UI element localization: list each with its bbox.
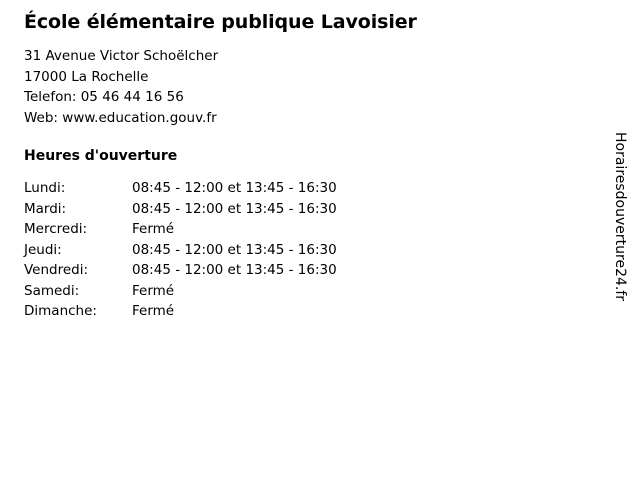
table-row <box>24 281 432 302</box>
day-label: Lundi: <box>24 180 66 196</box>
main-content <box>24 8 584 322</box>
table-row <box>24 178 432 199</box>
vertical-brand-watermark: Horairesdouverture24.fr <box>612 132 628 302</box>
day-hours: 08:45 - 12:00 et 13:45 - 16:30 <box>132 180 337 196</box>
day-label: Mercredi: <box>24 221 88 237</box>
day-hours: 08:45 - 12:00 et 13:45 - 16:30 <box>132 262 337 278</box>
opening-hours-table <box>24 178 432 322</box>
table-row <box>24 240 432 261</box>
website-line: Web: www.education.gouv.fr <box>24 109 217 126</box>
day-hours: Fermé <box>132 221 175 237</box>
day-label: Samedi: <box>24 282 80 299</box>
address-city: 17000 La Rochelle <box>24 68 149 85</box>
day-label: Jeudi: <box>24 241 62 258</box>
opening-hours-heading: Heures d'ouverture <box>24 148 178 164</box>
day-hours: 08:45 - 12:00 et 13:45 - 16:30 <box>132 241 337 258</box>
day-hours: Fermé <box>132 282 175 299</box>
day-hours: Fermé <box>132 303 175 319</box>
day-label: Vendredi: <box>24 262 89 278</box>
day-hours: 08:45 - 12:00 et 13:45 - 16:30 <box>132 200 337 217</box>
page-title: École élémentaire publique Lavoisier <box>24 11 417 33</box>
phone-line: Telefon: 05 46 44 16 56 <box>24 89 184 105</box>
day-label: Mardi: <box>24 200 67 217</box>
address-street: 31 Avenue Victor Schoëlcher <box>24 48 219 64</box>
day-label: Dimanche: <box>24 303 97 319</box>
table-row <box>24 260 432 281</box>
table-row <box>24 199 432 220</box>
contact-block <box>24 46 584 128</box>
table-row <box>24 301 432 322</box>
table-row <box>24 219 432 240</box>
